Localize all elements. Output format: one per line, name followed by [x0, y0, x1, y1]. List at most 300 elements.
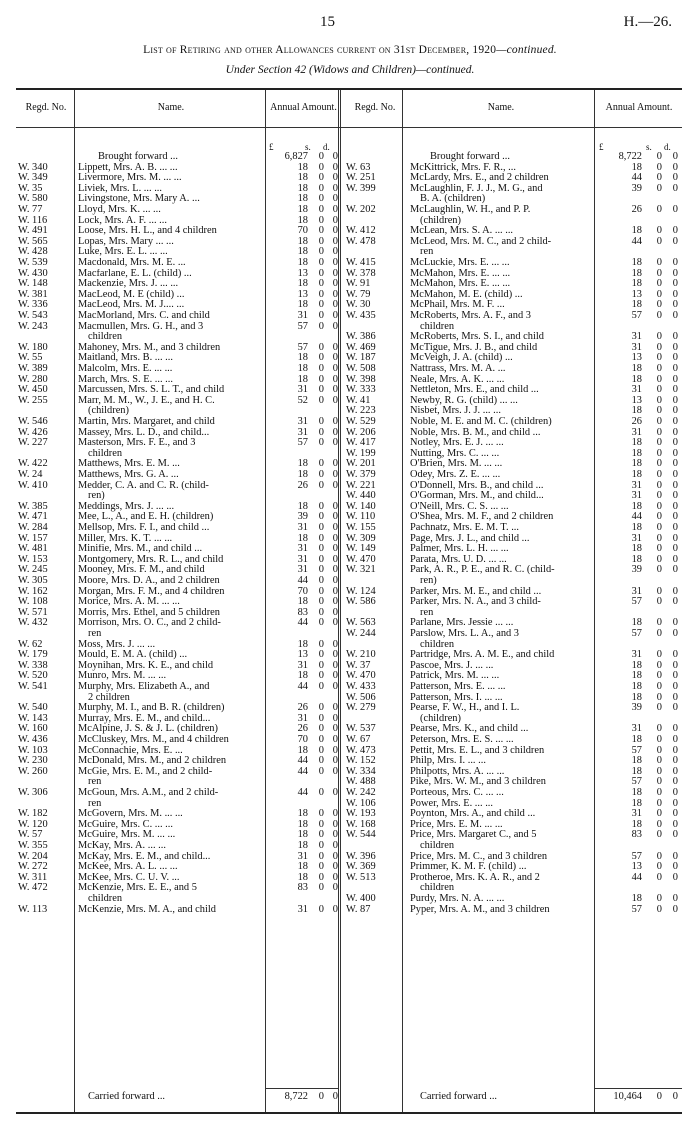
amount-shillings: 0 — [318, 744, 324, 756]
amount-pounds: 57 — [631, 903, 642, 915]
allowee-name: Loose, Mrs. H. L., and 4 children — [78, 226, 217, 237]
regd-no: W. 469 — [346, 341, 376, 353]
amount-pence: 0 — [332, 617, 338, 629]
regd-no: W. 336 — [18, 299, 48, 311]
allowee-name: Livermore, Mrs. M. ... ... — [78, 173, 182, 184]
amount-pence: 0 — [332, 596, 338, 608]
table-row — [16, 873, 682, 884]
amount-shillings: 0 — [656, 564, 662, 576]
amount-pence: 0 — [332, 458, 338, 470]
regd-no: W. 422 — [18, 458, 48, 470]
amount-pence: 0 — [332, 850, 338, 862]
allowee-name: Mellsop, Mrs. F. I., and child ... — [78, 523, 210, 533]
amount-pounds: 18 — [297, 257, 308, 268]
amount-pounds: 44 — [297, 617, 308, 629]
amount-pounds: 18 — [631, 225, 642, 237]
amount-pounds: 18 — [631, 755, 642, 767]
regd-no: W. 242 — [346, 787, 376, 798]
amount-pence: 0 — [672, 691, 678, 703]
amount-pounds: 18 — [297, 638, 308, 650]
amount-pence: 0 — [332, 500, 338, 512]
unit-shillings-right: s. — [646, 142, 652, 152]
allowee-name: Noble, Mrs. B. M., and child ... — [410, 427, 541, 438]
allowee-name: McLeod, Mrs. M. C., and 2 child- — [410, 236, 552, 247]
regd-no: W. 162 — [18, 585, 48, 597]
amount-pounds: 44 — [631, 172, 642, 184]
table-row — [16, 830, 682, 841]
regd-no: W. 436 — [18, 734, 48, 745]
amount-pounds: 18 — [631, 447, 642, 459]
allowee-name: Mould, E. M. A. (child) ... — [78, 650, 188, 661]
amount-pence: 0 — [672, 341, 678, 353]
regd-no: W. 369 — [346, 861, 376, 873]
allowee-name: Minifie, Mrs. M., and child ... — [78, 544, 203, 555]
allowee-name: Marr, M. M., W., J. E., and H. C. — [78, 395, 215, 406]
title-suffix: —continued. — [496, 44, 557, 56]
amount-shillings: 0 — [656, 469, 662, 480]
amount-pounds: 31 — [297, 850, 308, 862]
regd-no: W. 260 — [18, 765, 48, 777]
regd-no: W. 410 — [18, 479, 48, 491]
amount-shillings: 0 — [318, 659, 324, 671]
allowee-name: Neale, Mrs. A. K. ... ... — [410, 374, 505, 385]
amount-shillings: 0 — [656, 151, 662, 162]
allowee-name: MacMorland, Mrs. C. and child — [78, 311, 210, 321]
allowee-name: McDonald, Mrs. M., and 2 children — [78, 756, 227, 767]
amount-pounds: 31 — [297, 310, 308, 321]
allowee-name: Partridge, Mrs. A. M. E., and child — [410, 650, 555, 661]
amount-pence: 0 — [672, 363, 678, 374]
regd-no: W. 120 — [18, 818, 48, 830]
amount-shillings: 0 — [318, 638, 324, 650]
amount-shillings: 0 — [318, 320, 324, 332]
regd-no: W. 143 — [18, 712, 48, 724]
allowee-name: (children) — [420, 713, 461, 724]
amount-pounds: 18 — [631, 787, 642, 798]
amount-shillings: 0 — [656, 628, 662, 639]
amount-pounds: 18 — [297, 458, 308, 470]
amount-pounds: 18 — [631, 797, 642, 809]
amount-shillings: 0 — [318, 532, 324, 544]
amount-pounds: 31 — [297, 426, 308, 438]
amount-shillings: 0 — [318, 712, 324, 724]
amount-pounds: 31 — [297, 384, 308, 396]
allowee-name: McLardy, Mrs. E., and 2 children — [410, 173, 549, 184]
amount-shillings: 0 — [656, 765, 662, 777]
allowee-name: McMahon, Mrs. E. ... ... — [410, 279, 511, 290]
regd-no: W. 586 — [346, 596, 376, 608]
carried-forward-label: Carried forward ... — [88, 1091, 166, 1102]
allowee-name: Philp, Mrs. I. ... ... — [410, 756, 486, 767]
amount-pence: 0 — [672, 787, 678, 798]
allowee-name: Moynihan, Mrs. K. E., and child — [78, 660, 214, 671]
amount-shillings: 0 — [318, 458, 324, 470]
amount-pence: 0 — [672, 458, 678, 470]
amount-pence: 0 — [672, 744, 678, 756]
amount-shillings: 0 — [656, 543, 662, 555]
amount-shillings: 0 — [318, 235, 324, 247]
amount-pence: 0 — [332, 723, 338, 735]
regd-no: W. 520 — [18, 670, 48, 682]
amount-pounds: 18 — [631, 437, 642, 449]
amount-pounds: 18 — [631, 161, 642, 173]
amount-pounds: 18 — [631, 267, 642, 279]
regd-no: W. 77 — [18, 204, 43, 215]
table-row — [16, 905, 682, 916]
amount-pence: 0 — [672, 797, 678, 809]
amount-pounds: 18 — [297, 532, 308, 544]
regd-no: W. 168 — [346, 818, 376, 830]
amount-shillings: 0 — [656, 797, 662, 809]
regd-no: W. 221 — [346, 479, 376, 491]
allowee-name: Morgan, Mrs. F. M., and 4 children — [78, 586, 225, 597]
unit-shillings-left: s. — [305, 142, 311, 152]
amount-shillings: 0 — [656, 649, 662, 661]
amount-pence: 0 — [332, 638, 338, 650]
amount-shillings: 0 — [656, 755, 662, 767]
amount-shillings: 0 — [656, 585, 662, 597]
document-reference: H.—26. — [623, 14, 672, 30]
amount-pence: 0 — [332, 543, 338, 555]
page-title — [0, 44, 700, 56]
amount-pounds: 44 — [297, 765, 308, 777]
amount-shillings: 0 — [656, 744, 662, 756]
allowee-name: McLaughlin, F. J. J., M. G., and — [410, 183, 543, 194]
amount-pence: 0 — [332, 172, 338, 184]
amount-pounds: 18 — [631, 617, 642, 629]
amount-pence: 0 — [672, 511, 678, 523]
amount-pounds: 70 — [297, 585, 308, 597]
regd-no: W. 440 — [346, 490, 376, 502]
allowee-name: McKay, Mrs. E. M., and child... — [78, 851, 211, 862]
regd-no: W. 284 — [18, 522, 48, 533]
amount-pence: 0 — [332, 564, 338, 576]
amount-pence: 0 — [672, 829, 678, 841]
allowee-name: Moss, Mrs. J. ... ... — [78, 639, 156, 650]
allowee-name: Parslow, Mrs. L. A., and 3 — [410, 629, 519, 639]
amount-shillings: 0 — [318, 416, 324, 427]
amount-pounds: 18 — [297, 596, 308, 608]
amount-pounds: 31 — [631, 426, 642, 438]
allowee-name: Morris, Mrs. Ethel, and 5 children — [78, 607, 220, 618]
header-rule — [16, 127, 682, 128]
amount-shillings: 0 — [656, 596, 662, 608]
amount-shillings: 0 — [318, 575, 324, 586]
amount-pence: 0 — [332, 257, 338, 268]
amount-pounds: 26 — [631, 416, 642, 427]
amount-pounds: 18 — [631, 405, 642, 417]
allowee-name: ren — [88, 777, 102, 788]
table-row — [16, 597, 682, 608]
amount-pence: 0 — [672, 893, 678, 904]
amount-pence: 0 — [672, 426, 678, 438]
amount-shillings: 0 — [318, 193, 324, 205]
allowee-name: ren — [420, 607, 434, 618]
table-row — [16, 703, 682, 714]
regd-no: W. 157 — [18, 532, 48, 544]
amount-shillings: 0 — [656, 235, 662, 247]
amount-pence: 0 — [672, 204, 678, 215]
allowee-name: Pascoe, Mrs. J. ... ... — [410, 660, 494, 671]
regd-no: W. 508 — [346, 363, 376, 374]
amount-pence: 0 — [332, 363, 338, 374]
amount-pence: 0 — [672, 331, 678, 343]
brought-forward-label: Brought forward ... — [430, 151, 510, 162]
allowee-name: Munro, Mrs. M. ... ... — [78, 671, 167, 682]
table-row — [16, 417, 682, 428]
amount-pounds: 31 — [631, 808, 642, 820]
amount-pence: 0 — [332, 871, 338, 883]
allowee-name: McKittrick, Mrs. F. R., ... — [410, 162, 516, 173]
amount-shillings: 0 — [318, 426, 324, 438]
regd-no: W. 113 — [18, 903, 48, 915]
amount-pence: 0 — [332, 373, 338, 385]
amount-shillings: 0 — [656, 808, 662, 820]
amount-shillings: 0 — [656, 257, 662, 268]
amount-pounds: 13 — [297, 267, 308, 279]
amount-pence: 0 — [672, 479, 678, 491]
regd-no: W. 355 — [18, 840, 48, 851]
amount-pounds: 31 — [297, 553, 308, 565]
table-row — [16, 205, 682, 216]
amount-pence: 0 — [332, 225, 338, 237]
allowee-name: children — [420, 883, 455, 894]
amount-pence: 0 — [332, 606, 338, 618]
allowee-name: Murphy, Mrs. Elizabeth A., and — [78, 682, 210, 692]
regd-no: W. 179 — [18, 649, 48, 661]
regd-no: W. 227 — [18, 437, 48, 449]
regd-no: W. 279 — [346, 702, 376, 714]
regd-no: W. 435 — [346, 310, 376, 321]
header-regd-no-left: Regd. No. — [25, 102, 67, 113]
amount-pence: 0 — [672, 310, 678, 321]
amount-pence: 0 — [332, 310, 338, 321]
amount-pence: 0 — [332, 426, 338, 438]
regd-no: W. 400 — [346, 893, 376, 904]
amount-pence: 0 — [332, 702, 338, 714]
amount-pounds: 18 — [631, 553, 642, 565]
table-row — [16, 237, 682, 248]
regd-no: W. 513 — [346, 871, 376, 883]
amount-pence: 0 — [332, 288, 338, 300]
amount-shillings: 0 — [318, 702, 324, 714]
unit-pounds-left: £ — [269, 142, 274, 152]
amount-pounds: 44 — [297, 681, 308, 692]
amount-pence: 0 — [332, 585, 338, 597]
amount-pounds: 18 — [297, 161, 308, 173]
allowee-name: Meddings, Mrs. J. ... ... — [78, 501, 175, 512]
allowee-name: Power, Mrs. E. ... ... — [410, 798, 493, 809]
amount-pence: 0 — [672, 670, 678, 682]
amount-shillings: 0 — [318, 787, 324, 798]
amount-shillings: 0 — [318, 500, 324, 512]
allowee-name: Odey, Mrs. Z. E. ... ... — [410, 470, 501, 480]
amount-pence: 0 — [672, 405, 678, 417]
amount-shillings: 0 — [656, 479, 662, 491]
regd-no: W. 35 — [18, 182, 43, 194]
amount-pounds: 39 — [631, 564, 642, 576]
amount-pence: 0 — [672, 235, 678, 247]
table-row — [16, 788, 682, 799]
amount-pounds: 31 — [631, 490, 642, 502]
regd-no: W. 193 — [346, 808, 376, 820]
regd-no: W. 378 — [346, 267, 376, 279]
allowee-name: children — [88, 894, 123, 904]
amount-pounds: 18 — [297, 246, 308, 258]
amount-pence: 0 — [672, 903, 678, 915]
amount-pence: 0 — [672, 681, 678, 692]
regd-no: W. 385 — [18, 500, 48, 512]
amount-pounds: 39 — [297, 511, 308, 523]
amount-shillings: 0 — [318, 755, 324, 767]
amount-pence: 0 — [332, 532, 338, 544]
allowee-name: children — [88, 448, 123, 459]
amount-shillings: 0 — [656, 278, 662, 290]
allowee-name: Nutting, Mrs. C. ... ... — [410, 448, 500, 459]
amount-pence: 0 — [332, 352, 338, 364]
amount-shillings: 0 — [318, 172, 324, 184]
regd-no: W. 340 — [18, 161, 48, 173]
amount-pence: 0 — [672, 352, 678, 364]
regd-no: W. 426 — [18, 426, 48, 438]
amount-pounds: 18 — [297, 204, 308, 215]
amount-pence: 0 — [332, 151, 338, 162]
amount-pounds: 18 — [631, 257, 642, 268]
amount-shillings: 0 — [318, 299, 324, 311]
allowee-name: O'Donnell, Mrs. B., and child ... — [410, 480, 544, 491]
regd-no: W. 432 — [18, 617, 48, 629]
allowee-name: McTigue, Mrs. J. B., and child — [410, 342, 538, 353]
amount-pounds: 26 — [297, 479, 308, 491]
regd-no: W. 55 — [18, 352, 43, 364]
amount-shillings: 0 — [656, 776, 662, 788]
amount-shillings: 0 — [318, 585, 324, 597]
regd-no: W. 473 — [346, 744, 376, 756]
amount-shillings: 0 — [318, 151, 324, 162]
allowee-name: Pyper, Mrs. A. M., and 3 children — [410, 904, 550, 915]
amount-pounds: 18 — [297, 829, 308, 841]
amount-shillings: 0 — [318, 288, 324, 300]
amount-pence: 0 — [332, 299, 338, 311]
amount-pounds: 31 — [297, 564, 308, 576]
allowee-name: Newby, R. G. (child) ... ... — [410, 395, 518, 406]
amount-pence: 0 — [332, 712, 338, 724]
amount-shillings: 0 — [656, 352, 662, 364]
table-row — [16, 894, 682, 905]
amount-pounds: 18 — [631, 681, 642, 692]
amount-pence: 0 — [332, 755, 338, 767]
amount-shillings: 0 — [656, 1091, 662, 1102]
regd-no: W. 91 — [346, 278, 371, 290]
amount-pence: 0 — [332, 861, 338, 873]
allowee-name: 2 children — [88, 692, 130, 703]
brought-forward-label: Brought forward ... — [98, 151, 178, 162]
allowee-name: Lopas, Mrs. Mary ... ... — [78, 236, 174, 247]
amount-pence: 0 — [672, 564, 678, 576]
amount-pounds: 18 — [297, 235, 308, 247]
amount-pounds: 13 — [297, 288, 308, 300]
amount-pounds: 18 — [297, 373, 308, 385]
allowee-name: Lock, Mrs. A. F. ... ... — [78, 215, 167, 226]
amount-pence: 0 — [332, 469, 338, 480]
allowee-name: Pettit, Mrs. E. L., and 3 children — [410, 745, 545, 756]
amount-shillings: 0 — [318, 363, 324, 374]
unit-pence-left: d. — [323, 142, 330, 152]
amount-pounds: 31 — [297, 903, 308, 915]
amount-shillings: 0 — [318, 649, 324, 661]
amount-pounds: 31 — [631, 723, 642, 735]
amount-shillings: 0 — [656, 426, 662, 438]
page-header — [0, 14, 700, 36]
amount-pounds: 18 — [297, 818, 308, 830]
amount-shillings: 0 — [318, 871, 324, 883]
regd-no: W. 428 — [18, 246, 48, 258]
amount-shillings: 0 — [656, 447, 662, 459]
amount-pence: 0 — [672, 225, 678, 237]
amount-pence: 0 — [672, 267, 678, 279]
amount-pence: 0 — [672, 373, 678, 385]
regd-no: W. 206 — [346, 426, 376, 438]
amount-pounds: 18 — [297, 352, 308, 364]
header-regd-no-right: Regd. No. — [354, 102, 396, 113]
allowee-name: Patterson, Mrs. E. ... ... — [410, 682, 506, 692]
regd-no: W. 398 — [346, 373, 376, 385]
amount-pounds: 44 — [297, 787, 308, 798]
regd-no: W. 389 — [18, 363, 48, 374]
amount-pounds: 18 — [631, 500, 642, 512]
regd-no: W. 338 — [18, 659, 48, 671]
amount-shillings: 0 — [656, 288, 662, 300]
amount-pence: 0 — [332, 204, 338, 215]
amount-shillings: 0 — [656, 511, 662, 523]
header-amount-left: Annual Amount. — [270, 102, 337, 113]
amount-pence: 0 — [672, 299, 678, 311]
allowee-name: Pearse, F. W., H., and I. L. — [410, 703, 520, 714]
amount-pence: 0 — [672, 522, 678, 533]
allowee-name: Luke, Mrs. E. L. ... ... — [78, 247, 168, 258]
amount-pence: 0 — [672, 659, 678, 671]
amount-pence: 0 — [672, 596, 678, 608]
regd-no: W. 201 — [346, 458, 376, 470]
amount-shillings: 0 — [318, 596, 324, 608]
amount-shillings: 0 — [318, 246, 324, 258]
amount-pounds: 13 — [631, 861, 642, 873]
regd-no: W. 546 — [18, 416, 48, 427]
amount-pounds: 31 — [297, 543, 308, 555]
regd-no: W. 333 — [346, 384, 376, 396]
amount-pounds: 31 — [297, 659, 308, 671]
allowee-name: Montgomery, Mrs. R. L., and child — [78, 554, 224, 565]
amount-pence: 0 — [672, 278, 678, 290]
amount-shillings: 0 — [656, 659, 662, 671]
regd-no: W. 41 — [346, 394, 371, 406]
regd-no: W. 543 — [18, 310, 48, 321]
amount-pounds: 83 — [297, 882, 308, 894]
amount-pounds: 13 — [297, 649, 308, 661]
amount-pence: 0 — [332, 659, 338, 671]
amount-shillings: 0 — [656, 310, 662, 321]
regd-no: W. 430 — [18, 267, 48, 279]
allowee-name: McAlpine, J. S. & J. L. (children) — [78, 724, 218, 735]
amount-pounds: 18 — [297, 670, 308, 682]
amount-pounds: 57 — [631, 776, 642, 788]
amount-shillings: 0 — [318, 606, 324, 618]
amount-pence: 0 — [332, 235, 338, 247]
amount-shillings: 0 — [656, 818, 662, 830]
amount-pence: 0 — [672, 723, 678, 735]
allowee-name: Lippett, Mrs. A. B. ... ... — [78, 162, 178, 173]
regd-no: W. 244 — [346, 628, 376, 639]
